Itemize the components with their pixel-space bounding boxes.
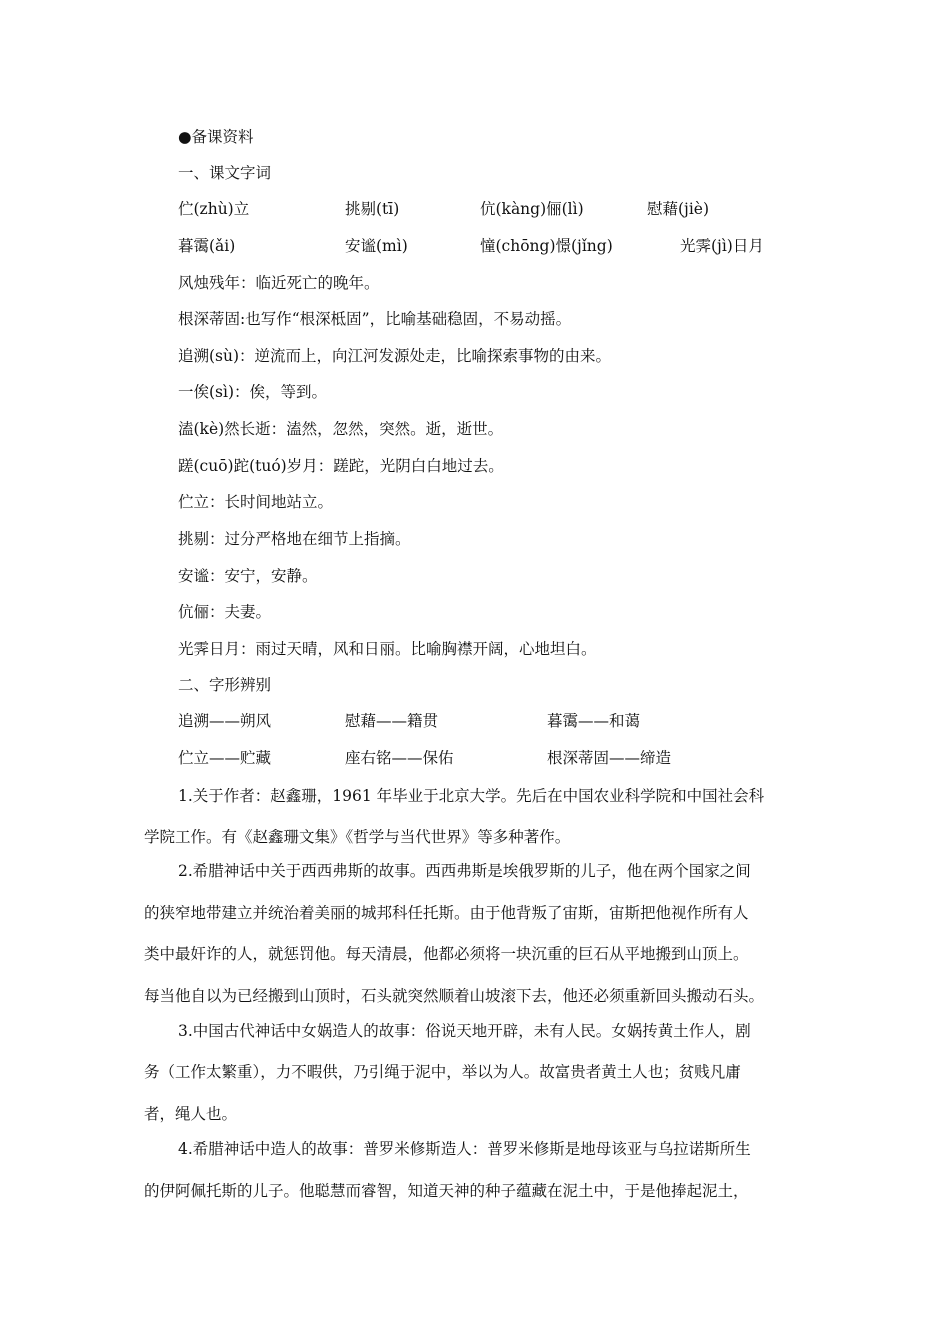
paragraph-line: 1.关于作者：赵鑫珊，1961 年毕业于北京大学。先后在中国农业科学院和中国社会科: [178, 787, 765, 805]
word-item: 安谧(mì): [345, 237, 408, 255]
paragraph-line: 4.希腊神话中造人的故事：普罗米修斯造人：普罗米修斯是地母该亚与乌拉诺斯所生: [178, 1140, 751, 1158]
paragraph-line: 2.希腊神话中关于西西弗斯的故事。西西弗斯是埃俄罗斯的儿子，他在两个国家之间: [178, 862, 751, 880]
glyph-pair: 伫立——贮藏: [178, 749, 272, 767]
glyph-pair: 根深蒂固——缔造: [547, 749, 672, 767]
definition-line: 溘(kè)然长逝：溘然，忽然，突然。逝，逝世。: [178, 420, 504, 438]
word-item: 伫(zhù)立: [178, 200, 250, 218]
paragraph-line: 类中最奸诈的人，就惩罚他。每天清晨，他都必须将一块沉重的巨石从平地搬到山顶上。: [144, 945, 749, 963]
definition-line: 伉俪：夫妻。: [178, 603, 272, 621]
heading: ●备课资料: [178, 128, 254, 146]
definition-line: 蹉(cuō)跎(tuó)岁月：蹉跎，光阴白白地过去。: [178, 457, 504, 475]
section-title-words: 一、课文字词: [178, 164, 272, 182]
definition-line: 根深蒂固:也写作“根深柢固”，比喻基础稳固，不易动摇。: [178, 310, 572, 328]
definition-line: 追溯(sù)：逆流而上，向江河发源处走，比喻探索事物的由来。: [178, 347, 612, 365]
definition-line: 一俟(sì)：俟，等到。: [178, 383, 328, 401]
paragraph-line: 3.中国古代神话中女娲造人的故事：俗说天地开辟，未有人民。女娲抟黄土作人，剧: [178, 1022, 751, 1040]
paragraph-line: 的伊阿佩托斯的儿子。他聪慧而睿智，知道天神的种子蕴藏在泥土中，于是他捧起泥土，: [144, 1182, 749, 1200]
paragraph-line: 的狭窄地带建立并统治着美丽的城邦科任托斯。由于他背叛了宙斯，宙斯把他视作所有人: [144, 904, 749, 922]
word-item: 暮霭(ǎi): [178, 237, 236, 255]
paragraph-line: 学院工作。有《赵鑫珊文集》《哲学与当代世界》等多种著作。: [144, 828, 571, 846]
word-item: 慰藉(jiè): [647, 200, 710, 218]
definition-line: 安谧：安宁，安静。: [178, 567, 318, 585]
glyph-pair: 暮霭——和蔼: [547, 712, 641, 730]
definition-line: 风烛残年：临近死亡的晚年。: [178, 274, 380, 292]
paragraph-line: 者，绳人也。: [144, 1105, 238, 1123]
glyph-pair: 慰藉——籍贯: [345, 712, 439, 730]
word-item: 挑剔(tī): [345, 200, 400, 218]
paragraph-line: 每当他自以为已经搬到山顶时，石头就突然顺着山坡滚下去，他还必须重新回头搬动石头。: [144, 987, 765, 1005]
word-item: 憧(chōng)憬(jǐng): [480, 237, 613, 255]
definition-line: 挑剔：过分严格地在细节上指摘。: [178, 530, 411, 548]
definition-line: 光霁日月：雨过天晴，风和日丽。比喻胸襟开阔，心地坦白。: [178, 640, 597, 658]
word-item: 伉(kàng)俪(lì): [480, 200, 584, 218]
glyph-pair: 追溯——朔风: [178, 712, 272, 730]
definition-line: 伫立：长时间地站立。: [178, 493, 334, 511]
word-item: 光霁(jì)日月: [680, 237, 764, 255]
paragraph-line: 务（工作太繁重），力不暇供，乃引绳于泥中，举以为人。故富贵者黄土人也；贫贱凡庸: [144, 1063, 741, 1081]
glyph-pair: 座右铭——保佑: [345, 749, 454, 767]
section-title-glyphs: 二、字形辨别: [178, 676, 272, 694]
